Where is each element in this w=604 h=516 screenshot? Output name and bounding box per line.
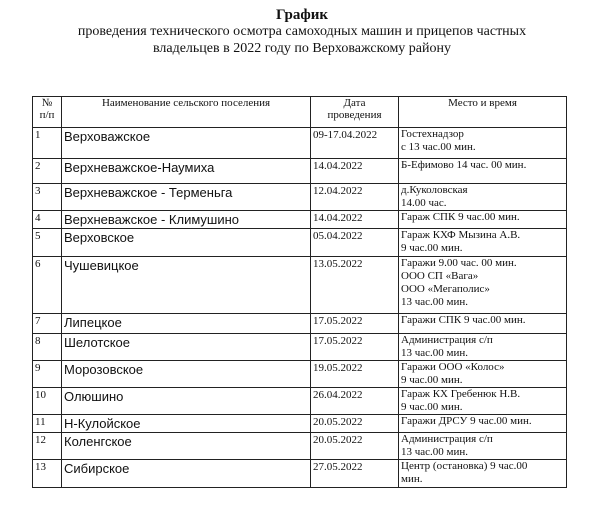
row-number: 12 (33, 433, 62, 460)
header-date: Дата проведения (311, 97, 399, 128)
row-number: 10 (33, 388, 62, 415)
table-row (33, 211, 567, 229)
row-number: 8 (33, 334, 62, 361)
row-date: 17.05.2022 (311, 334, 399, 361)
row-date: 14.04.2022 (311, 159, 399, 184)
row-settlement-name: Сибирское (62, 460, 311, 488)
row-number: 4 (33, 211, 62, 229)
table-row (33, 159, 567, 184)
table-row (33, 229, 567, 257)
row-place-time: Администрация с/п 13 час.00 мин. (399, 334, 567, 361)
row-number: 2 (33, 159, 62, 184)
row-date: 27.05.2022 (311, 460, 399, 488)
row-place-time: Гараж КХФ Мызина А.В. 9 час.00 мин. (399, 229, 567, 257)
row-date: 12.04.2022 (311, 184, 399, 211)
table-row (33, 314, 567, 334)
document-title: График (275, 7, 329, 23)
table-header-row (33, 97, 567, 128)
row-place-time: Б-Ефимово 14 час. 00 мин. (399, 159, 567, 184)
row-settlement-name: Олюшино (62, 388, 311, 415)
row-settlement-name: Н-Кулойское (62, 415, 311, 433)
row-date: 20.05.2022 (311, 433, 399, 460)
row-number: 7 (33, 314, 62, 334)
row-place-time: Администрация с/п 13 час.00 мин. (399, 433, 567, 460)
row-date: 09-17.04.2022 (311, 128, 399, 159)
table-row (33, 433, 567, 460)
table-row (33, 184, 567, 211)
header-num: № п/п (33, 97, 62, 128)
row-date: 05.04.2022 (311, 229, 399, 257)
row-place-time: Гаражи СПК 9 час.00 мин. (399, 314, 567, 334)
row-settlement-name: Коленгское (62, 433, 311, 460)
row-date: 13.05.2022 (311, 257, 399, 314)
row-date: 19.05.2022 (311, 361, 399, 388)
row-number: 6 (33, 257, 62, 314)
row-settlement-name: Липецкое (62, 314, 311, 334)
row-number: 11 (33, 415, 62, 433)
row-date: 20.05.2022 (311, 415, 399, 433)
row-date: 17.05.2022 (311, 314, 399, 334)
table-row (33, 460, 567, 488)
table-row (33, 388, 567, 415)
row-settlement-name: Морозовское (62, 361, 311, 388)
document-subtitle (0, 23, 604, 57)
row-place-time: Гараж СПК 9 час.00 мин. (399, 211, 567, 229)
row-settlement-name: Верхневажское - Терменьга (62, 184, 311, 211)
row-number: 9 (33, 361, 62, 388)
row-settlement-name: Чушевицкое (62, 257, 311, 314)
table-row (33, 257, 567, 314)
table-row (33, 361, 567, 388)
row-date: 14.04.2022 (311, 211, 399, 229)
row-number: 3 (33, 184, 62, 211)
table-row (33, 128, 567, 159)
row-number: 13 (33, 460, 62, 488)
table-row (33, 334, 567, 361)
row-settlement-name: Верховское (62, 229, 311, 257)
table-row (33, 415, 567, 433)
header-name: Наименование сельского поселения (62, 97, 311, 128)
row-settlement-name: Верхневажское - Климушино (62, 211, 311, 229)
header-place: Место и время (399, 97, 567, 128)
row-place-time: Гараж КХ Гребенюк Н.В. 9 час.00 мин. (399, 388, 567, 415)
row-place-time: Гаражи 9.00 час. 00 мин. ООО СП «Вага» ООО «Мегаполис» 13 час.00 мин. (399, 257, 567, 314)
row-number: 1 (33, 128, 62, 159)
row-place-time: д.Куколовская 14.00 час. (399, 184, 567, 211)
row-place-time: Гаражи ООО «Колос» 9 час.00 мин. (399, 361, 567, 388)
row-settlement-name: Шелотское (62, 334, 311, 361)
row-place-time: Гаражи ДРСУ 9 час.00 мин. (399, 415, 567, 433)
subtitle-line-1: проведения технического осмотра самоходных машин и прицепов частных (77, 24, 527, 39)
row-date: 26.04.2022 (311, 388, 399, 415)
row-settlement-name: Верхневажское-Наумиха (62, 159, 311, 184)
row-place-time: Гостехнадзор с 13 час.00 мин. (399, 128, 567, 159)
row-settlement-name: Верховажское (62, 128, 311, 159)
schedule-table (32, 96, 567, 488)
subtitle-line-2: владельцев в 2022 году по Верховажскому району (152, 41, 452, 56)
row-number: 5 (33, 229, 62, 257)
row-place-time: Центр (остановка) 9 час.00 мин. (399, 460, 567, 488)
